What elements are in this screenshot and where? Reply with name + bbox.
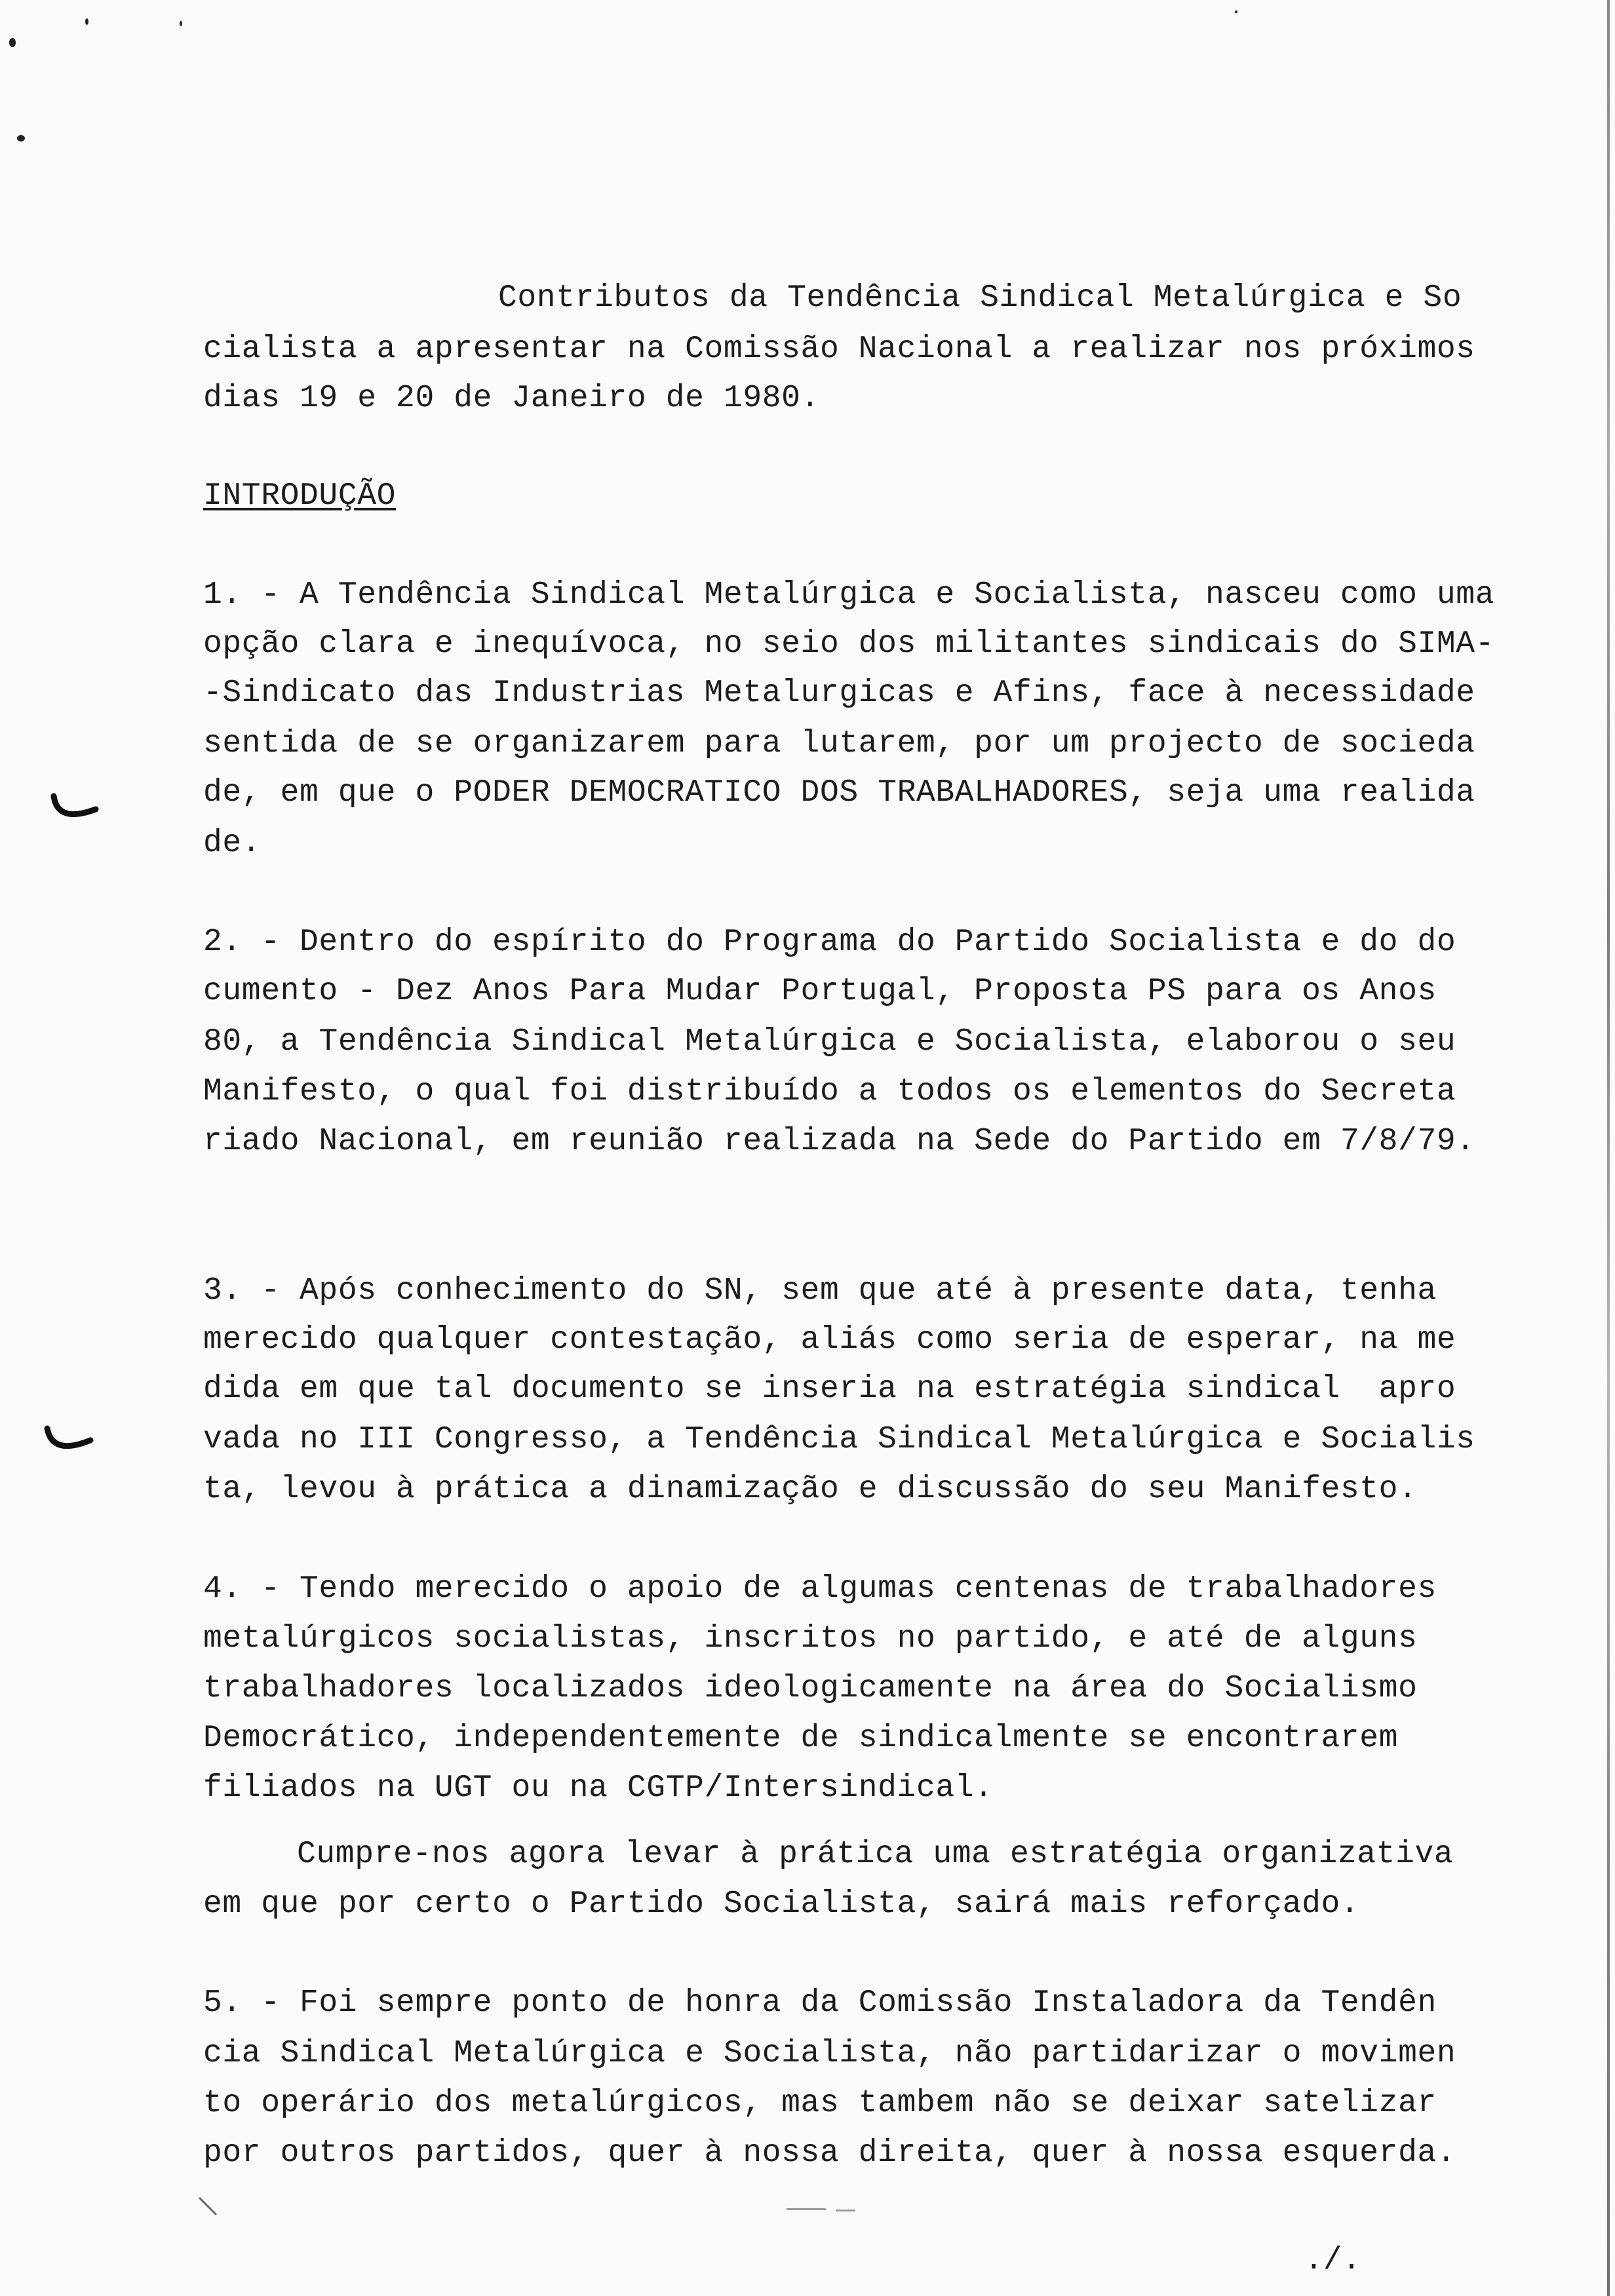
- title-line: cialista a apresentar na Comissão Nacional a realizar nos próximos: [203, 332, 1475, 367]
- paragraph-line: 1. - A Tendência Sindical Metalúrgica e Socialista, nasceu como uma: [203, 577, 1495, 613]
- paragraph-line: por outros partidos, quer à nossa direita, quer à nossa esquerda.: [203, 2135, 1456, 2171]
- title-line: Contributos da Tendência Sindical Metalúrgica e So: [498, 280, 1462, 316]
- section-heading: INTRODUÇÃO: [203, 478, 397, 514]
- paragraph-line: opção clara e inequívoca, no seio dos militantes sindicais do SIMA-: [203, 626, 1495, 662]
- paragraph-line: 4. - Tendo merecido o apoio de algumas centenas de trabalhadores: [203, 1571, 1437, 1607]
- paragraph-line: 5. - Foi sempre ponto de honra da Comissão Instaladora da Tendên: [203, 1985, 1437, 2021]
- paragraph-line: 80, a Tendência Sindical Metalúrgica e Socialista, elaborou o seu: [203, 1024, 1456, 1060]
- paragraph-line: 3. - Após conhecimento do SN, sem que até à presente data, tenha: [203, 1273, 1437, 1309]
- paragraph-line: dida em que tal documento se inseria na estratégia sindical apro: [203, 1371, 1456, 1407]
- paragraph-line: ta, levou à prática a dinamização e discussão do seu Manifesto.: [203, 1472, 1418, 1507]
- paragraph-line: Cumpre-nos agora levar à prática uma estratégia organizativa: [297, 1837, 1454, 1872]
- paragraph-line: trabalhadores localizados ideologicamente na área do Socialismo: [203, 1671, 1418, 1706]
- punch-mark: [50, 790, 102, 829]
- paragraph-line: de, em que o PODER DEMOCRATICO DOS TRABALHADORES, seja uma realida: [203, 775, 1475, 811]
- scan-speck: [9, 38, 16, 47]
- paragraph-line: cia Sindical Metalúrgica e Socialista, não partidarizar o movimen: [203, 2036, 1456, 2071]
- scan-speck: [17, 135, 25, 142]
- paragraph-line: de.: [203, 826, 262, 861]
- scan-speck: [1235, 10, 1237, 13]
- paragraph-line: em que por certo o Partido Socialista, sairá mais reforçado.: [203, 1886, 1360, 1922]
- scan-speck: [836, 2210, 855, 2211]
- paragraph-line: cumento - Dez Anos Para Mudar Portugal, Proposta PS para os Anos: [203, 974, 1437, 1009]
- paper-edge: [1607, 0, 1610, 2296]
- paragraph-line: filiados na UGT ou na CGTP/Intersindical.: [203, 1770, 994, 1806]
- scan-speck: [787, 2208, 826, 2210]
- paragraph-line: 2. - Dentro do espírito do Programa do Partido Socialista e do do: [203, 925, 1456, 960]
- paragraph-line: Manifesto, o qual foi distribuído a todos os elementos do Secreta: [203, 1074, 1456, 1109]
- scan-speck: [180, 21, 182, 26]
- punch-mark: [43, 1422, 96, 1461]
- paragraph-line: Democrático, independentemente de sindicalmente se encontrarem: [203, 1721, 1399, 1756]
- paragraph-line: to operário dos metalúrgicos, mas tambem não se deixar satelizar: [203, 2086, 1437, 2121]
- scan-speck: [85, 18, 88, 25]
- paragraph-line: metalúrgicos socialistas, inscritos no partido, e até de alguns: [203, 1621, 1418, 1656]
- paragraph-line: riado Nacional, em reunião realizada na Sede do Partido em 7/8/79.: [203, 1124, 1475, 1159]
- paragraph-line: vada no III Congresso, a Tendência Sindical Metalúrgica e Socialis: [203, 1422, 1475, 1457]
- continuation-mark: ./.: [1304, 2243, 1361, 2278]
- paragraph-line: -Sindicato das Industrias Metalurgicas e Afins, face à necessidade: [203, 676, 1475, 711]
- title-line: dias 19 e 20 de Janeiro de 1980.: [203, 381, 820, 416]
- paragraph-line: merecido qualquer contestação, aliás como seria de esperar, na me: [203, 1322, 1456, 1358]
- scan-stroke: [197, 2195, 223, 2221]
- paragraph-line: sentida de se organizarem para lutarem, por um projecto de socieda: [203, 726, 1475, 761]
